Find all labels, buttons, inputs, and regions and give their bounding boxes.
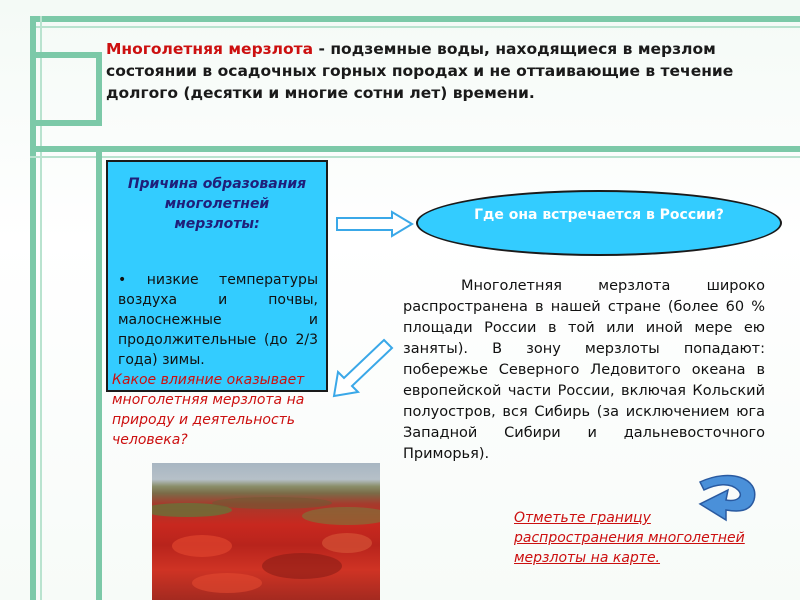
distribution-paragraph: Многолетняя мерзлота широко распространена в нашей стране (более 60 % площади России в той или иной мере ею заняты). В зону мерзлоты попадают: побережье Северного Ледовитого океана в европейской части России, включая Кольский полуостров, вся Сибирь (за исключением юга Западной Сибири и дальневосточного Приморья).	[403, 278, 765, 462]
definition-term: Многолетняя мерзлота	[106, 40, 314, 58]
cause-text: • низкие температуры воздуха и почвы, малоснежные и продолжительные (до 2/3 года) зимы.	[118, 272, 318, 368]
down-left-arrow-icon	[334, 340, 392, 396]
question-oval-text: Где она встречается в России?	[474, 207, 724, 223]
definition-body: - подземные воды, находящиеся в мерзлом состоянии в осадочных горных породах и не оттаивающие в течение долгого (десятки и многие сотни лет) времени.	[106, 40, 734, 102]
influence-question: Какое влияние оказывает многолетняя мерзлота на природу и деятельность человека?	[112, 372, 305, 448]
right-arrow-icon	[337, 212, 412, 236]
curved-arrow-icon	[700, 476, 755, 520]
map-task-link[interactable]: Отметьте границу распространения многолетней мерзлоты на карте.	[514, 510, 745, 566]
cause-title: Причина образования многолетней мерзлоты:	[127, 176, 307, 232]
